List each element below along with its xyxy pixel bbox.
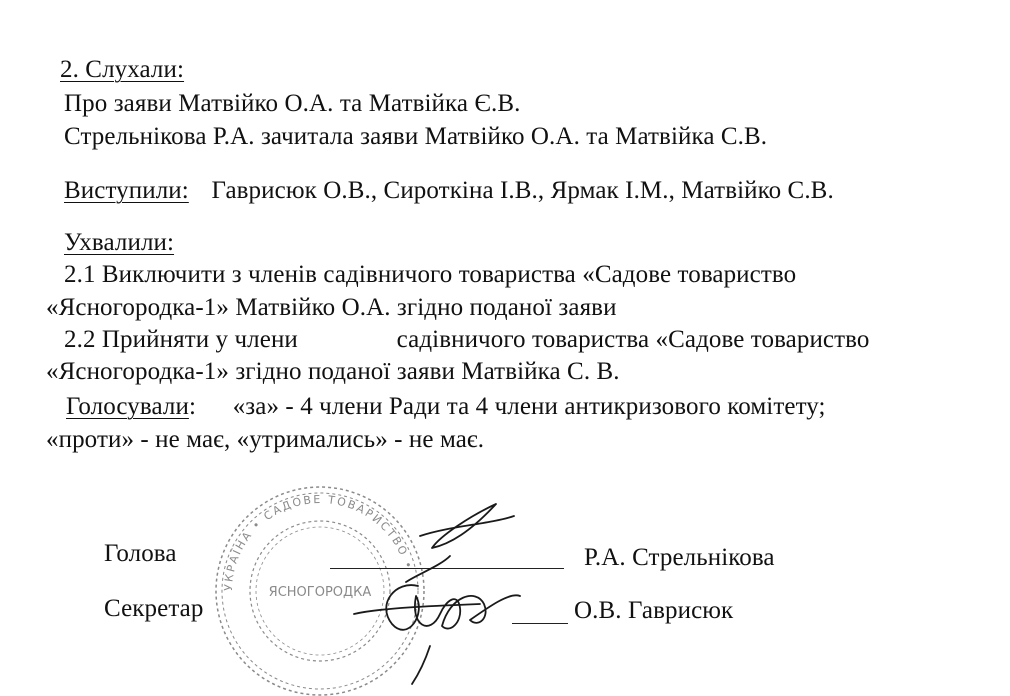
heard-subject: Про заяви Матвійко О.А. та Матвійка Є.В. [64,90,521,117]
resolution-2-2-line1 [64,325,870,355]
vote-colon: : [188,393,196,420]
stamp-ring-text: УКРАЇНА • САДОВЕ ТОВАРИСТВО • [221,492,416,592]
resolution-2-2-rest: садівничого товариства «Садове товариство [396,326,870,353]
heard-reading: Стрельнікова Р.А. зачитала заяви Матвійко О.А. та Матвійка С.В. [64,123,768,150]
spoke-heading: Виступили: [64,177,189,204]
chair-title: Голова [104,540,177,567]
heard-heading: 2. Слухали: [60,56,185,83]
resolution-2-2-start: 2.2 Прийняти у члени [64,326,298,353]
vote-row [66,392,826,422]
spoke-names: Гаврисюк О.В., Сироткіна І.В., Ярмак І.М., Матвійко С.В. [211,177,834,204]
stamp-center-text: ЯСНОГОРОДКА [268,585,372,600]
vote-heading: Голосували [66,393,189,420]
secretary-title: Секретар [104,595,204,622]
handwritten-signature [300,496,540,686]
chair-name: Р.А. Стрельнікова [584,544,775,571]
vote-against: «проти» - не має, «утримались» - не має. [46,426,485,453]
resolved-heading: Ухвалили: [64,229,175,256]
secretary-name: О.В. Гаврисюк [574,597,734,624]
resolution-2-2-line2: «Ясногородка-1» згідно поданої заяви Матвійка С. В. [46,358,620,385]
resolution-2-1-line2: «Ясногородка-1» Матвійко О.А. згідно поданої заяви [46,294,617,321]
resolution-2-1-line1: 2.1 Виключити з членів садівничого товариства «Садове товариство [64,261,797,288]
vote-for: «за» - 4 члени Ради та 4 члени антикризового комітету; [232,393,826,420]
spoke-row [64,176,834,206]
